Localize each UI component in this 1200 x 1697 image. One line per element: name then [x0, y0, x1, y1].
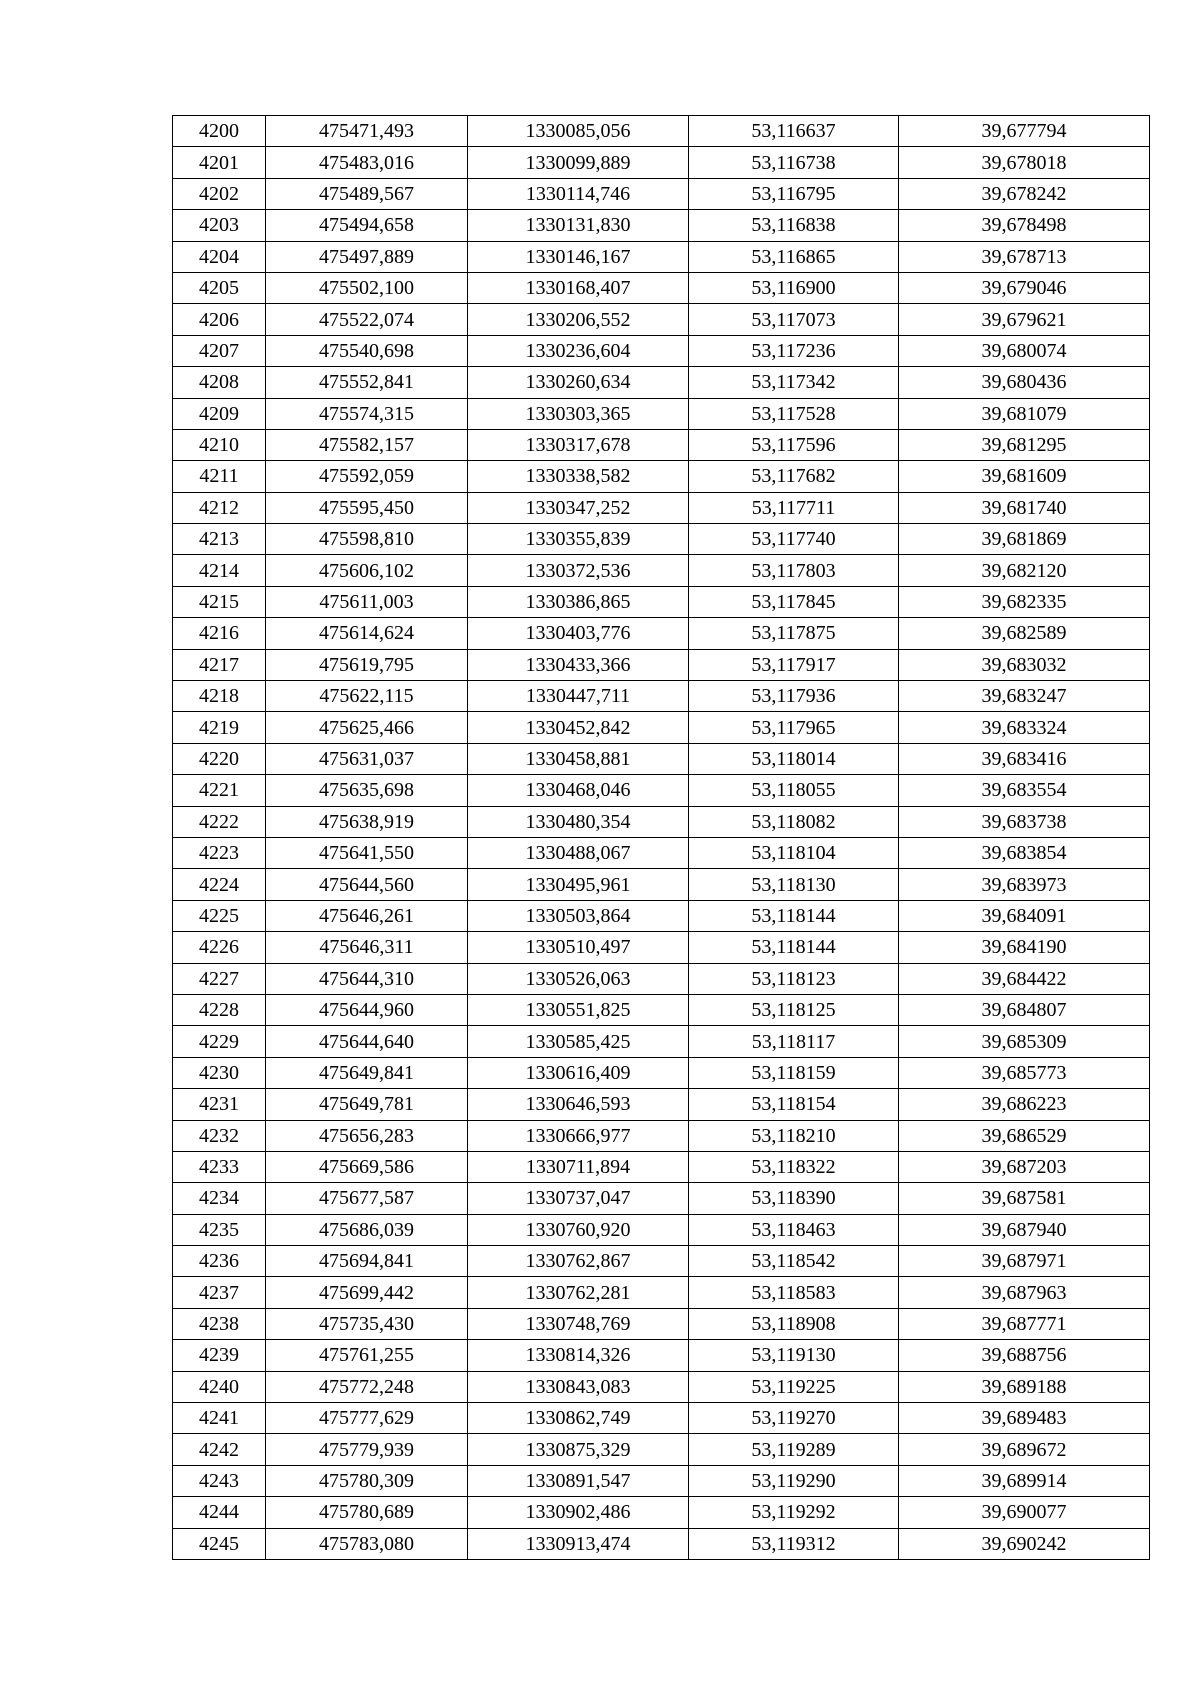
table-row: [173, 178, 1150, 209]
table-row: [173, 272, 1150, 303]
longitude-cell: 39,686223: [899, 1089, 1150, 1120]
y-coordinate-cell: 1330488,067: [468, 837, 689, 868]
latitude-cell: 53,118159: [689, 1057, 899, 1088]
latitude-cell: 53,117342: [689, 367, 899, 398]
longitude-cell: 39,687963: [899, 1277, 1150, 1308]
latitude-cell: 53,119289: [689, 1434, 899, 1465]
x-coordinate-cell: 475606,102: [266, 555, 468, 586]
latitude-cell: 53,117936: [689, 681, 899, 712]
point-number-cell: 4214: [173, 555, 266, 586]
point-number-cell: 4240: [173, 1371, 266, 1402]
x-coordinate-cell: 475619,795: [266, 649, 468, 680]
y-coordinate-cell: 1330748,769: [468, 1308, 689, 1339]
latitude-cell: 53,117596: [689, 429, 899, 460]
longitude-cell: 39,683973: [899, 869, 1150, 900]
table-row: [173, 743, 1150, 774]
point-number-cell: 4222: [173, 806, 266, 837]
latitude-cell: 53,116865: [689, 241, 899, 272]
table-row: [173, 116, 1150, 147]
point-number-cell: 4204: [173, 241, 266, 272]
y-coordinate-cell: 1330875,329: [468, 1434, 689, 1465]
table-row: [173, 1026, 1150, 1057]
y-coordinate-cell: 1330260,634: [468, 367, 689, 398]
longitude-cell: 39,687771: [899, 1308, 1150, 1339]
table-row: [173, 335, 1150, 366]
y-coordinate-cell: 1330468,046: [468, 775, 689, 806]
table-row: [173, 1277, 1150, 1308]
point-number-cell: 4210: [173, 429, 266, 460]
longitude-cell: 39,680436: [899, 367, 1150, 398]
longitude-cell: 39,690242: [899, 1528, 1150, 1559]
x-coordinate-cell: 475611,003: [266, 586, 468, 617]
longitude-cell: 39,684422: [899, 963, 1150, 994]
latitude-cell: 53,119225: [689, 1371, 899, 1402]
x-coordinate-cell: 475686,039: [266, 1214, 468, 1245]
table-row: [173, 1308, 1150, 1339]
point-number-cell: 4219: [173, 712, 266, 743]
x-coordinate-cell: 475761,255: [266, 1340, 468, 1371]
table-row: [173, 869, 1150, 900]
longitude-cell: 39,685773: [899, 1057, 1150, 1088]
point-number-cell: 4232: [173, 1120, 266, 1151]
latitude-cell: 53,119270: [689, 1403, 899, 1434]
point-number-cell: 4234: [173, 1183, 266, 1214]
y-coordinate-cell: 1330433,366: [468, 649, 689, 680]
longitude-cell: 39,681869: [899, 524, 1150, 555]
point-number-cell: 4202: [173, 178, 266, 209]
latitude-cell: 53,117965: [689, 712, 899, 743]
point-number-cell: 4235: [173, 1214, 266, 1245]
point-number-cell: 4223: [173, 837, 266, 868]
point-number-cell: 4209: [173, 398, 266, 429]
latitude-cell: 53,118908: [689, 1308, 899, 1339]
y-coordinate-cell: 1330206,552: [468, 304, 689, 335]
longitude-cell: 39,680074: [899, 335, 1150, 366]
y-coordinate-cell: 1330737,047: [468, 1183, 689, 1214]
x-coordinate-cell: 475522,074: [266, 304, 468, 335]
point-number-cell: 4221: [173, 775, 266, 806]
point-number-cell: 4205: [173, 272, 266, 303]
longitude-cell: 39,684807: [899, 994, 1150, 1025]
latitude-cell: 53,119292: [689, 1497, 899, 1528]
table-row: [173, 806, 1150, 837]
x-coordinate-cell: 475772,248: [266, 1371, 468, 1402]
x-coordinate-cell: 475489,567: [266, 178, 468, 209]
x-coordinate-cell: 475574,315: [266, 398, 468, 429]
longitude-cell: 39,683247: [899, 681, 1150, 712]
y-coordinate-cell: 1330510,497: [468, 932, 689, 963]
y-coordinate-cell: 1330480,354: [468, 806, 689, 837]
latitude-cell: 53,118390: [689, 1183, 899, 1214]
point-number-cell: 4242: [173, 1434, 266, 1465]
y-coordinate-cell: 1330372,536: [468, 555, 689, 586]
point-number-cell: 4203: [173, 210, 266, 241]
y-coordinate-cell: 1330526,063: [468, 963, 689, 994]
point-number-cell: 4213: [173, 524, 266, 555]
point-number-cell: 4206: [173, 304, 266, 335]
longitude-cell: 39,687581: [899, 1183, 1150, 1214]
table-row: [173, 241, 1150, 272]
x-coordinate-cell: 475638,919: [266, 806, 468, 837]
y-coordinate-cell: 1330814,326: [468, 1340, 689, 1371]
latitude-cell: 53,117528: [689, 398, 899, 429]
longitude-cell: 39,681295: [899, 429, 1150, 460]
x-coordinate-cell: 475582,157: [266, 429, 468, 460]
x-coordinate-cell: 475471,493: [266, 116, 468, 147]
x-coordinate-cell: 475644,310: [266, 963, 468, 994]
table-row: [173, 1214, 1150, 1245]
table-row: [173, 1403, 1150, 1434]
x-coordinate-cell: 475783,080: [266, 1528, 468, 1559]
x-coordinate-cell: 475646,261: [266, 900, 468, 931]
table-row: [173, 649, 1150, 680]
table-row: [173, 1434, 1150, 1465]
point-number-cell: 4245: [173, 1528, 266, 1559]
x-coordinate-cell: 475497,889: [266, 241, 468, 272]
latitude-cell: 53,117740: [689, 524, 899, 555]
longitude-cell: 39,681079: [899, 398, 1150, 429]
y-coordinate-cell: 1330760,920: [468, 1214, 689, 1245]
latitude-cell: 53,118055: [689, 775, 899, 806]
point-number-cell: 4211: [173, 461, 266, 492]
longitude-cell: 39,683854: [899, 837, 1150, 868]
x-coordinate-cell: 475644,560: [266, 869, 468, 900]
table-row: [173, 837, 1150, 868]
table-row: [173, 367, 1150, 398]
x-coordinate-cell: 475677,587: [266, 1183, 468, 1214]
point-number-cell: 4241: [173, 1403, 266, 1434]
point-number-cell: 4229: [173, 1026, 266, 1057]
x-coordinate-cell: 475552,841: [266, 367, 468, 398]
longitude-cell: 39,682120: [899, 555, 1150, 586]
table-row: [173, 1340, 1150, 1371]
point-number-cell: 4226: [173, 932, 266, 963]
y-coordinate-cell: 1330762,867: [468, 1246, 689, 1277]
y-coordinate-cell: 1330585,425: [468, 1026, 689, 1057]
latitude-cell: 53,118117: [689, 1026, 899, 1057]
x-coordinate-cell: 475635,698: [266, 775, 468, 806]
longitude-cell: 39,681740: [899, 492, 1150, 523]
table-row: [173, 304, 1150, 335]
table-row: [173, 1089, 1150, 1120]
x-coordinate-cell: 475595,450: [266, 492, 468, 523]
point-number-cell: 4224: [173, 869, 266, 900]
x-coordinate-cell: 475649,781: [266, 1089, 468, 1120]
longitude-cell: 39,689914: [899, 1465, 1150, 1496]
x-coordinate-cell: 475735,430: [266, 1308, 468, 1339]
y-coordinate-cell: 1330347,252: [468, 492, 689, 523]
latitude-cell: 53,117682: [689, 461, 899, 492]
y-coordinate-cell: 1330843,083: [468, 1371, 689, 1402]
point-number-cell: 4236: [173, 1246, 266, 1277]
longitude-cell: 39,678242: [899, 178, 1150, 209]
longitude-cell: 39,678498: [899, 210, 1150, 241]
y-coordinate-cell: 1330646,593: [468, 1089, 689, 1120]
latitude-cell: 53,118104: [689, 837, 899, 868]
y-coordinate-cell: 1330114,746: [468, 178, 689, 209]
latitude-cell: 53,118144: [689, 900, 899, 931]
x-coordinate-cell: 475641,550: [266, 837, 468, 868]
coordinates-table: [172, 115, 1150, 1560]
table-row: [173, 1120, 1150, 1151]
point-number-cell: 4243: [173, 1465, 266, 1496]
latitude-cell: 53,118144: [689, 932, 899, 963]
longitude-cell: 39,682335: [899, 586, 1150, 617]
longitude-cell: 39,683416: [899, 743, 1150, 774]
latitude-cell: 53,118463: [689, 1214, 899, 1245]
latitude-cell: 53,119290: [689, 1465, 899, 1496]
coordinates-table-body: [173, 116, 1150, 1560]
y-coordinate-cell: 1330711,894: [468, 1151, 689, 1182]
x-coordinate-cell: 475625,466: [266, 712, 468, 743]
point-number-cell: 4208: [173, 367, 266, 398]
y-coordinate-cell: 1330902,486: [468, 1497, 689, 1528]
table-row: [173, 932, 1150, 963]
y-coordinate-cell: 1330099,889: [468, 147, 689, 178]
longitude-cell: 39,685309: [899, 1026, 1150, 1057]
longitude-cell: 39,683738: [899, 806, 1150, 837]
point-number-cell: 4238: [173, 1308, 266, 1339]
y-coordinate-cell: 1330403,776: [468, 618, 689, 649]
y-coordinate-cell: 1330131,830: [468, 210, 689, 241]
x-coordinate-cell: 475494,658: [266, 210, 468, 241]
table-row: [173, 994, 1150, 1025]
table-row: [173, 1057, 1150, 1088]
latitude-cell: 53,118154: [689, 1089, 899, 1120]
latitude-cell: 53,118583: [689, 1277, 899, 1308]
latitude-cell: 53,117875: [689, 618, 899, 649]
x-coordinate-cell: 475780,309: [266, 1465, 468, 1496]
point-number-cell: 4215: [173, 586, 266, 617]
point-number-cell: 4217: [173, 649, 266, 680]
table-row: [173, 1371, 1150, 1402]
x-coordinate-cell: 475592,059: [266, 461, 468, 492]
table-row: [173, 210, 1150, 241]
table-row: [173, 1528, 1150, 1559]
table-row: [173, 963, 1150, 994]
table-row: [173, 1183, 1150, 1214]
y-coordinate-cell: 1330085,056: [468, 116, 689, 147]
table-row: [173, 775, 1150, 806]
latitude-cell: 53,116795: [689, 178, 899, 209]
longitude-cell: 39,686529: [899, 1120, 1150, 1151]
y-coordinate-cell: 1330503,864: [468, 900, 689, 931]
x-coordinate-cell: 475598,810: [266, 524, 468, 555]
x-coordinate-cell: 475622,115: [266, 681, 468, 712]
latitude-cell: 53,118125: [689, 994, 899, 1025]
table-row: [173, 900, 1150, 931]
x-coordinate-cell: 475777,629: [266, 1403, 468, 1434]
x-coordinate-cell: 475631,037: [266, 743, 468, 774]
point-number-cell: 4212: [173, 492, 266, 523]
y-coordinate-cell: 1330458,881: [468, 743, 689, 774]
y-coordinate-cell: 1330447,711: [468, 681, 689, 712]
point-number-cell: 4218: [173, 681, 266, 712]
longitude-cell: 39,679621: [899, 304, 1150, 335]
longitude-cell: 39,683032: [899, 649, 1150, 680]
point-number-cell: 4237: [173, 1277, 266, 1308]
point-number-cell: 4201: [173, 147, 266, 178]
longitude-cell: 39,689483: [899, 1403, 1150, 1434]
longitude-cell: 39,682589: [899, 618, 1150, 649]
latitude-cell: 53,117073: [689, 304, 899, 335]
point-number-cell: 4200: [173, 116, 266, 147]
table-row: [173, 461, 1150, 492]
y-coordinate-cell: 1330666,977: [468, 1120, 689, 1151]
table-row: [173, 1465, 1150, 1496]
latitude-cell: 53,119130: [689, 1340, 899, 1371]
longitude-cell: 39,689672: [899, 1434, 1150, 1465]
y-coordinate-cell: 1330762,281: [468, 1277, 689, 1308]
latitude-cell: 53,118322: [689, 1151, 899, 1182]
latitude-cell: 53,116637: [689, 116, 899, 147]
x-coordinate-cell: 475540,698: [266, 335, 468, 366]
longitude-cell: 39,683554: [899, 775, 1150, 806]
longitude-cell: 39,690077: [899, 1497, 1150, 1528]
longitude-cell: 39,681609: [899, 461, 1150, 492]
latitude-cell: 53,117711: [689, 492, 899, 523]
longitude-cell: 39,679046: [899, 272, 1150, 303]
table-row: [173, 147, 1150, 178]
y-coordinate-cell: 1330355,839: [468, 524, 689, 555]
x-coordinate-cell: 475649,841: [266, 1057, 468, 1088]
y-coordinate-cell: 1330146,167: [468, 241, 689, 272]
point-number-cell: 4233: [173, 1151, 266, 1182]
longitude-cell: 39,687971: [899, 1246, 1150, 1277]
table-row: [173, 524, 1150, 555]
x-coordinate-cell: 475644,960: [266, 994, 468, 1025]
table-row: [173, 398, 1150, 429]
table-row: [173, 712, 1150, 743]
longitude-cell: 39,688756: [899, 1340, 1150, 1371]
table-row: [173, 681, 1150, 712]
y-coordinate-cell: 1330236,604: [468, 335, 689, 366]
x-coordinate-cell: 475779,939: [266, 1434, 468, 1465]
x-coordinate-cell: 475669,586: [266, 1151, 468, 1182]
point-number-cell: 4207: [173, 335, 266, 366]
longitude-cell: 39,689188: [899, 1371, 1150, 1402]
x-coordinate-cell: 475656,283: [266, 1120, 468, 1151]
longitude-cell: 39,678713: [899, 241, 1150, 272]
point-number-cell: 4239: [173, 1340, 266, 1371]
x-coordinate-cell: 475502,100: [266, 272, 468, 303]
x-coordinate-cell: 475644,640: [266, 1026, 468, 1057]
point-number-cell: 4228: [173, 994, 266, 1025]
table-row: [173, 1246, 1150, 1277]
latitude-cell: 53,117917: [689, 649, 899, 680]
table-row: [173, 1151, 1150, 1182]
point-number-cell: 4244: [173, 1497, 266, 1528]
longitude-cell: 39,678018: [899, 147, 1150, 178]
table-row: [173, 492, 1150, 523]
latitude-cell: 53,118082: [689, 806, 899, 837]
y-coordinate-cell: 1330913,474: [468, 1528, 689, 1559]
latitude-cell: 53,118210: [689, 1120, 899, 1151]
y-coordinate-cell: 1330495,961: [468, 869, 689, 900]
longitude-cell: 39,683324: [899, 712, 1150, 743]
x-coordinate-cell: 475646,311: [266, 932, 468, 963]
y-coordinate-cell: 1330616,409: [468, 1057, 689, 1088]
latitude-cell: 53,117845: [689, 586, 899, 617]
latitude-cell: 53,118014: [689, 743, 899, 774]
point-number-cell: 4230: [173, 1057, 266, 1088]
longitude-cell: 39,684091: [899, 900, 1150, 931]
x-coordinate-cell: 475699,442: [266, 1277, 468, 1308]
y-coordinate-cell: 1330891,547: [468, 1465, 689, 1496]
longitude-cell: 39,687940: [899, 1214, 1150, 1245]
latitude-cell: 53,116738: [689, 147, 899, 178]
longitude-cell: 39,684190: [899, 932, 1150, 963]
latitude-cell: 53,117236: [689, 335, 899, 366]
point-number-cell: 4231: [173, 1089, 266, 1120]
point-number-cell: 4225: [173, 900, 266, 931]
x-coordinate-cell: 475780,689: [266, 1497, 468, 1528]
latitude-cell: 53,119312: [689, 1528, 899, 1559]
point-number-cell: 4227: [173, 963, 266, 994]
longitude-cell: 39,677794: [899, 116, 1150, 147]
latitude-cell: 53,117803: [689, 555, 899, 586]
table-row: [173, 586, 1150, 617]
y-coordinate-cell: 1330168,407: [468, 272, 689, 303]
table-row: [173, 555, 1150, 586]
point-number-cell: 4216: [173, 618, 266, 649]
x-coordinate-cell: 475614,624: [266, 618, 468, 649]
y-coordinate-cell: 1330317,678: [468, 429, 689, 460]
x-coordinate-cell: 475694,841: [266, 1246, 468, 1277]
y-coordinate-cell: 1330862,749: [468, 1403, 689, 1434]
x-coordinate-cell: 475483,016: [266, 147, 468, 178]
latitude-cell: 53,118123: [689, 963, 899, 994]
longitude-cell: 39,687203: [899, 1151, 1150, 1182]
latitude-cell: 53,118542: [689, 1246, 899, 1277]
y-coordinate-cell: 1330303,365: [468, 398, 689, 429]
latitude-cell: 53,116838: [689, 210, 899, 241]
point-number-cell: 4220: [173, 743, 266, 774]
y-coordinate-cell: 1330338,582: [468, 461, 689, 492]
y-coordinate-cell: 1330386,865: [468, 586, 689, 617]
y-coordinate-cell: 1330452,842: [468, 712, 689, 743]
table-row: [173, 1497, 1150, 1528]
table-row: [173, 429, 1150, 460]
table-row: [173, 618, 1150, 649]
latitude-cell: 53,118130: [689, 869, 899, 900]
y-coordinate-cell: 1330551,825: [468, 994, 689, 1025]
latitude-cell: 53,116900: [689, 272, 899, 303]
